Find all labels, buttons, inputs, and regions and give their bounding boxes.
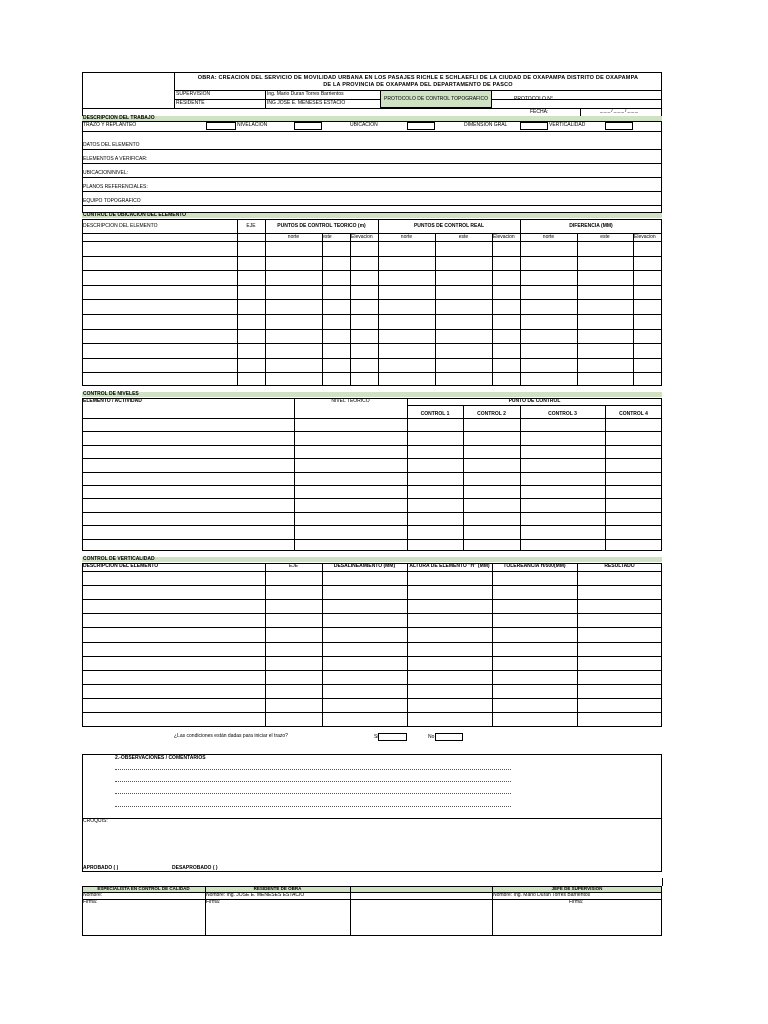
table-row-line	[82, 256, 662, 257]
project-title: OBRA: CREACION DEL SERVICIO DE MOVILIDAD URBANA EN LOS PASAJES RICHLE E SCHLAEFLI DE LA CIUDAD DE OXAPAMPA DISTRITO DE OXAPAMPA	[197, 75, 639, 81]
observation-line[interactable]	[115, 806, 511, 807]
no-checkbox[interactable]	[435, 733, 463, 741]
elementos-label[interactable]: ELEMENTOS A VERIFICAR:	[83, 156, 148, 162]
desaprobado-option[interactable]: DESAPROBADO ( )	[172, 865, 218, 871]
table-row-line	[82, 627, 662, 628]
resident-signature[interactable]: Firma:	[206, 899, 221, 905]
niv-col-punto-control: PUNTO DE CONTROL	[508, 398, 561, 404]
niveles-section-bar	[82, 392, 662, 397]
table-row-line	[82, 512, 662, 513]
table-row-line	[82, 299, 662, 300]
vert-col-eje: EJE	[288, 563, 299, 569]
residente-value[interactable]: ING JOSÉ E. MENESES ESTACIO	[267, 100, 346, 106]
ubic-col-desc: DESCRIPCION DEL ELEMENTO	[83, 223, 158, 229]
ubicacion-table	[82, 219, 662, 386]
vert-col-desal: DESALINEAMIENTO (MM)	[333, 563, 396, 569]
vert-table	[82, 563, 662, 727]
vert-col-altura: ALTURA DE ELEMENTO "H" (MM)	[409, 563, 490, 569]
vert-col-desc: DESCRIPCION DEL ELEMENTO	[83, 563, 159, 569]
niveles-section-title: CONTROL DE NIVELES	[83, 391, 139, 397]
quality-specialist-signature[interactable]: Firma:	[83, 899, 98, 905]
table-row-line	[82, 314, 662, 315]
ubic-nivel-label[interactable]: UBICACION/NIVEL:	[83, 170, 129, 176]
ubicacion-checkbox[interactable]	[407, 122, 435, 130]
table-row-line	[82, 372, 662, 373]
table-row-line	[82, 613, 662, 614]
niv-col-control-3: CONTROL 3	[548, 411, 577, 417]
table-row-line	[82, 684, 662, 685]
supervision-value[interactable]: Ing. Mario Duran Torres Barrientos	[267, 91, 344, 97]
table-row-line	[82, 712, 662, 713]
observation-line[interactable]	[115, 781, 511, 782]
table-row-line	[82, 270, 662, 271]
table-row-line	[82, 599, 662, 600]
table-row-line	[82, 585, 662, 586]
vert-section-title: CONTROL DE VERTICALIDAD	[83, 556, 155, 562]
niv-col-control-1: CONTROL 1	[420, 411, 450, 417]
ubic-sub-norte-2: norte	[400, 234, 413, 240]
si-label: Si	[374, 734, 379, 740]
table-row-line	[82, 358, 662, 359]
table-row-line	[82, 698, 662, 699]
observation-line[interactable]	[115, 793, 511, 794]
nivelacion-label: NIVELACION	[237, 122, 268, 128]
supervision-chief-name[interactable]: Nombre: Ing. Mario Duran Torres Barrientos	[493, 892, 591, 898]
supervision-label: SUPERVISION	[176, 91, 211, 97]
table-row-line	[82, 656, 662, 657]
ubic-col-diferencia: DIFERENCIA (MM)	[569, 223, 613, 229]
residente-label: RESIDENTE	[176, 100, 205, 106]
table-row-line	[82, 343, 662, 344]
observation-line[interactable]	[115, 769, 511, 770]
niv-col-control-2: CONTROL 2	[477, 411, 506, 417]
no-label: No	[428, 734, 435, 740]
datos-label: DATOS DEL ELEMENTO	[83, 142, 140, 148]
resident-title: RESIDENTE DE OBRA	[253, 886, 302, 891]
fecha-value[interactable]: ___/___/___	[600, 108, 639, 114]
ubic-col-teorico: PUNTOS DE CONTROL TEORICO (m)	[277, 223, 366, 229]
verticalidad-label: VERTICALIDAD	[549, 122, 586, 128]
table-row-line	[82, 431, 662, 432]
observations-title: 2.-OBSERVACIONES / COMENTARIOS	[115, 755, 206, 761]
table-row-line	[82, 642, 662, 643]
ubic-sub-este-3: este	[600, 234, 610, 240]
project-title-line2: DE LA PROVINCIA DE OXAPAMPA DEL DEPARTAMENTO DE PASCO	[323, 82, 513, 88]
work-box	[82, 121, 662, 213]
protocol-label: PROTOCOLO DE CONTROL TOPOGRAFICO	[384, 96, 488, 102]
observations-box	[82, 754, 662, 872]
table-row-line	[82, 539, 662, 540]
dimension-label: DIMENSION GRAL	[464, 122, 508, 128]
quality-specialist-name[interactable]: Nombre:	[83, 892, 103, 898]
planos-label[interactable]: PLANOS REFERENCIALES:	[83, 184, 148, 190]
dimension-checkbox[interactable]	[520, 122, 548, 130]
protocol-number-label[interactable]: PROTOCOLO N°	[514, 96, 553, 102]
supervision-chief-title: JEFE DE SUPERVISION	[551, 886, 603, 891]
niv-col-control-4: CONTROL 4	[619, 411, 648, 417]
niveles-table	[82, 398, 662, 551]
work-section-title: DESCRIPCION DEL TRABAJO	[83, 115, 155, 121]
supervision-chief-signature[interactable]: Firma:	[569, 899, 584, 905]
ubic-sub-este-2: este	[458, 234, 469, 240]
equipo-label[interactable]: EQUIPO TOPOGRAFICO	[83, 198, 141, 204]
ubic-sub-norte-3: norte	[542, 234, 555, 240]
ubicacion-section-title: CONTROL DE UBICACION DEL ELEMENTO	[83, 212, 187, 218]
table-row-line	[82, 525, 662, 526]
ubic-col-real: PUNTOS DE CONTROL REAL	[413, 223, 485, 229]
start-question: ¿Las condiciones están dadas para iniciar el trazo?	[174, 733, 288, 739]
trazo-checkbox[interactable]	[206, 122, 236, 130]
resident-name[interactable]: Nombre: Ing. JOSE E. MENESES ESTACIO	[206, 892, 305, 898]
quality-specialist-title: ESPECIALISTA EN CONTROL DE CALIDAD	[97, 886, 190, 891]
croquis-label: CROQUIS:	[83, 818, 108, 824]
table-row-line	[82, 485, 662, 486]
vert-section-bar	[82, 557, 662, 562]
table-row-line	[82, 498, 662, 499]
ubic-sub-elev-2: Elevacion	[493, 234, 515, 240]
ubic-sub-norte-1: norte	[287, 234, 300, 240]
ubic-sub-elev-1: Elevacion	[351, 234, 373, 240]
verticalidad-checkbox[interactable]	[605, 122, 633, 130]
table-row-line	[82, 458, 662, 459]
table-row-line	[82, 670, 662, 671]
fecha-label: FECHA:	[530, 109, 549, 115]
vert-col-resultado: RESULTADO	[604, 563, 635, 569]
ubic-col-eje: EJE	[246, 223, 256, 229]
niv-col-nivel-teorico: NIVEL TEORICO	[331, 398, 370, 404]
ubic-sub-este-1: este	[322, 234, 332, 240]
niv-col-elemento: ELEMENTO / ACTIVIDAD	[83, 398, 142, 404]
nivelacion-checkbox[interactable]	[294, 122, 322, 130]
table-row-line	[82, 445, 662, 446]
trazo-label: TRAZO Y REPLANTEO	[83, 122, 137, 128]
aprobado-option[interactable]: APROBADO ( )	[83, 865, 119, 871]
table-row-line	[82, 329, 662, 330]
table-row-line	[82, 472, 662, 473]
vert-col-toler: TOLEREANCIA H/500(MM)	[503, 563, 566, 569]
si-checkbox[interactable]	[378, 733, 407, 741]
ubicacion-label: UBICACION	[350, 122, 378, 128]
table-row-line	[82, 285, 662, 286]
ubic-sub-elev-3: Elevacion	[634, 234, 656, 240]
